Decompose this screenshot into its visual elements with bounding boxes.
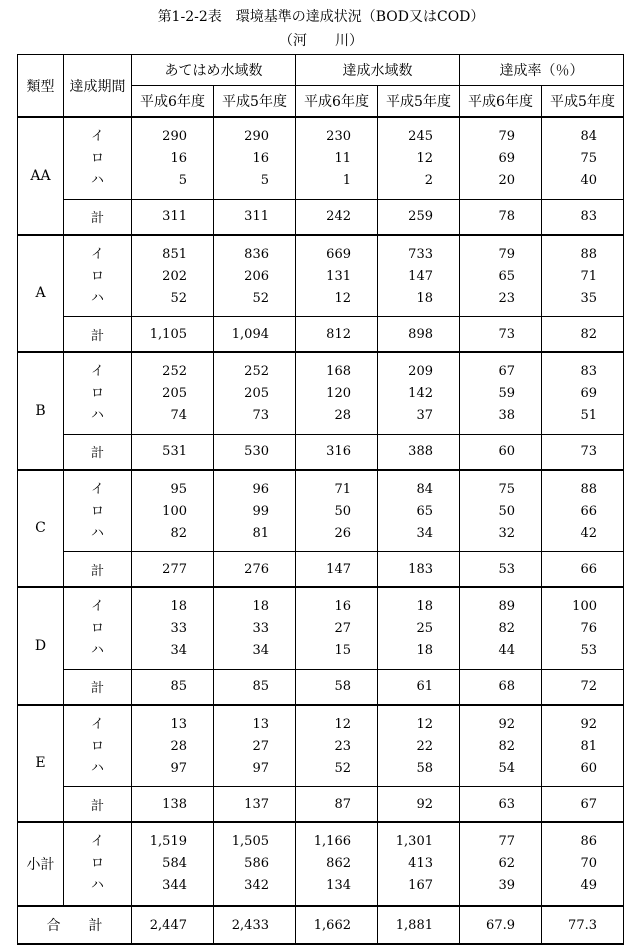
- sum-value: 61: [378, 669, 460, 705]
- value-cell: [214, 117, 296, 199]
- value: 38: [498, 408, 515, 423]
- value-cell: [460, 117, 542, 199]
- value: 50: [498, 503, 515, 519]
- value: 168: [326, 364, 351, 379]
- value: 79: [498, 129, 515, 144]
- type-cell: C: [18, 470, 64, 588]
- sum-value: 85: [132, 669, 214, 705]
- value: 86: [580, 834, 597, 849]
- period-label: ロ: [90, 738, 104, 754]
- period-cell: [64, 822, 132, 906]
- value-cell: [460, 352, 542, 434]
- value: 18: [416, 643, 433, 658]
- value: 73: [252, 408, 269, 423]
- value: 54: [498, 760, 515, 776]
- value-cell: [460, 587, 542, 669]
- sum-value: 183: [378, 552, 460, 588]
- value: 252: [162, 364, 187, 379]
- sum-value: 530: [214, 434, 296, 470]
- value: 25: [416, 621, 433, 636]
- value: 92: [498, 716, 515, 732]
- period-cell: [64, 117, 132, 199]
- table-title: 第1-2-2表 環境基準の達成状況（BOD又はCOD）: [157, 9, 485, 25]
- period-label: ハ: [90, 878, 104, 893]
- group-row: [18, 822, 624, 906]
- value: 18: [416, 599, 433, 614]
- sum-value: 277: [132, 552, 214, 588]
- sum-value: 60: [460, 434, 542, 470]
- value: 71: [334, 481, 351, 497]
- header-designated: あてはめ水域数: [132, 55, 296, 86]
- value: 92: [580, 716, 597, 732]
- sum-value: 276: [214, 552, 296, 588]
- value: 2: [424, 173, 433, 188]
- period-cell: [64, 352, 132, 434]
- value: 1,505: [231, 834, 269, 849]
- group-row: [18, 705, 624, 787]
- sum-value: 1,094: [214, 317, 296, 353]
- value: 52: [170, 290, 187, 306]
- value: 37: [416, 408, 433, 423]
- header-type: 類型: [18, 55, 64, 118]
- period-label: ハ: [90, 290, 104, 306]
- sum-row: [18, 787, 624, 823]
- header-rate: 達成率（％）: [460, 55, 624, 86]
- value: 15: [334, 643, 351, 658]
- sum-value: 92: [378, 787, 460, 823]
- value: 12: [416, 151, 433, 166]
- value: 20: [498, 173, 515, 188]
- sum-row: [18, 317, 624, 353]
- value: 89: [498, 599, 515, 614]
- value: 862: [326, 856, 351, 871]
- value: 82: [498, 738, 515, 754]
- value-cell: [214, 352, 296, 434]
- sum-value: 898: [378, 317, 460, 353]
- value-cell: [378, 587, 460, 669]
- value: 33: [170, 621, 187, 636]
- value: 413: [408, 856, 433, 871]
- value: 76: [580, 621, 597, 636]
- header-year: 平成5年度: [378, 86, 460, 118]
- value: 88: [580, 481, 597, 497]
- sum-value: 73: [460, 317, 542, 353]
- value-cell: [132, 705, 214, 787]
- sum-value: 242: [296, 199, 378, 235]
- value-cell: [214, 470, 296, 552]
- value: 22: [416, 738, 433, 754]
- value: 83: [580, 364, 597, 379]
- value: 34: [416, 525, 433, 541]
- total-value: 1,881: [378, 906, 460, 944]
- sum-value: 812: [296, 317, 378, 353]
- value: 67: [498, 364, 515, 379]
- value: 77: [498, 834, 515, 849]
- value: 12: [334, 290, 351, 306]
- value-cell: [296, 470, 378, 552]
- achievement-table: [17, 54, 624, 945]
- value: 252: [244, 364, 269, 379]
- value: 82: [498, 621, 515, 636]
- type-cell: 小計: [18, 822, 64, 906]
- value-cell: [214, 822, 296, 906]
- sum-value: 73: [542, 434, 624, 470]
- value: 16: [334, 599, 351, 614]
- value: 52: [252, 290, 269, 306]
- sum-value: 85: [214, 669, 296, 705]
- value: 97: [252, 760, 269, 776]
- value-cell: [378, 352, 460, 434]
- value-cell: [378, 117, 460, 199]
- table-subtitle: （河 川）: [279, 33, 363, 49]
- period-cell: [64, 705, 132, 787]
- sum-value: 67: [542, 787, 624, 823]
- period-label: ロ: [90, 503, 104, 519]
- value: 18: [252, 599, 269, 614]
- sum-label: 計: [64, 787, 132, 823]
- value: 131: [326, 268, 351, 284]
- value: 75: [498, 481, 515, 497]
- value: 344: [162, 878, 187, 893]
- sum-value: 63: [460, 787, 542, 823]
- period-cell: [64, 235, 132, 317]
- value: 34: [170, 643, 187, 658]
- sum-row: [18, 552, 624, 588]
- value: 84: [580, 129, 597, 144]
- value-cell: [378, 235, 460, 317]
- value: 84: [416, 481, 433, 497]
- value-cell: [132, 470, 214, 552]
- value: 95: [170, 481, 187, 497]
- value: 13: [170, 716, 187, 732]
- sum-value: 531: [132, 434, 214, 470]
- value-cell: [378, 470, 460, 552]
- value: 290: [162, 129, 187, 144]
- header-year: 平成5年度: [542, 86, 624, 118]
- period-label: ハ: [90, 760, 104, 776]
- period-cell: [64, 470, 132, 552]
- sum-label: 計: [64, 552, 132, 588]
- sum-value: 66: [542, 552, 624, 588]
- period-label: イ: [90, 599, 104, 614]
- value: 44: [498, 643, 515, 658]
- sum-label: 計: [64, 669, 132, 705]
- value: 209: [408, 364, 433, 379]
- value: 39: [498, 878, 515, 893]
- value-cell: [296, 587, 378, 669]
- value: 88: [580, 246, 597, 262]
- value: 74: [170, 408, 187, 423]
- value-cell: [214, 587, 296, 669]
- value: 342: [244, 878, 269, 893]
- period-label: ロ: [90, 268, 104, 284]
- value: 290: [244, 129, 269, 144]
- sum-value: 82: [542, 317, 624, 353]
- value-cell: [460, 470, 542, 552]
- value-cell: [296, 235, 378, 317]
- type-cell: AA: [18, 117, 64, 235]
- value-cell: [542, 352, 624, 434]
- total-value: 67.9: [460, 906, 542, 944]
- type-cell: A: [18, 235, 64, 353]
- value-cell: [214, 235, 296, 317]
- sum-value: 388: [378, 434, 460, 470]
- value: 71: [580, 268, 597, 284]
- sum-label: 計: [64, 434, 132, 470]
- period-cell: [64, 587, 132, 669]
- sum-value: 58: [296, 669, 378, 705]
- sum-row: [18, 669, 624, 705]
- value: 70: [580, 856, 597, 871]
- value: 584: [162, 856, 187, 871]
- value-cell: [132, 352, 214, 434]
- value-cell: [296, 352, 378, 434]
- value: 245: [408, 129, 433, 144]
- value: 81: [580, 738, 597, 754]
- total-label: 合 計: [18, 906, 132, 944]
- header-period: 達成期間: [64, 55, 132, 118]
- table-body: [18, 117, 624, 944]
- period-label: イ: [90, 716, 104, 732]
- sum-row: [18, 434, 624, 470]
- value: 230: [326, 129, 351, 144]
- value: 32: [498, 525, 515, 541]
- value: 733: [408, 246, 433, 262]
- group-row: [18, 352, 624, 434]
- value-cell: [296, 705, 378, 787]
- value: 53: [580, 643, 597, 658]
- value: 100: [572, 599, 597, 614]
- value: 75: [580, 151, 597, 166]
- value-cell: [132, 117, 214, 199]
- value: 33: [252, 621, 269, 636]
- value: 26: [334, 525, 351, 541]
- sum-label: 計: [64, 317, 132, 353]
- value: 52: [334, 760, 351, 776]
- value: 96: [252, 481, 269, 497]
- value-cell: [296, 117, 378, 199]
- value: 42: [580, 525, 597, 541]
- sum-value: 311: [214, 199, 296, 235]
- header-year: 平成6年度: [132, 86, 214, 118]
- value: 51: [580, 408, 597, 423]
- sum-value: 147: [296, 552, 378, 588]
- total-value: 1,662: [296, 906, 378, 944]
- value: 142: [408, 386, 433, 401]
- value: 836: [244, 246, 269, 262]
- value: 205: [162, 386, 187, 401]
- value: 23: [334, 738, 351, 754]
- value: 58: [416, 760, 433, 776]
- group-row: [18, 235, 624, 317]
- value-cell: [378, 822, 460, 906]
- value: 13: [252, 716, 269, 732]
- value-cell: [296, 822, 378, 906]
- sum-label: 計: [64, 199, 132, 235]
- group-row: [18, 117, 624, 199]
- value-cell: [542, 117, 624, 199]
- value: 66: [580, 503, 597, 519]
- value: 27: [252, 738, 269, 754]
- value: 82: [170, 525, 187, 541]
- value: 59: [498, 386, 515, 401]
- sum-value: 1,105: [132, 317, 214, 353]
- value: 5: [260, 173, 269, 188]
- value: 120: [326, 386, 351, 401]
- sum-value: 316: [296, 434, 378, 470]
- value-cell: [542, 235, 624, 317]
- sum-value: 53: [460, 552, 542, 588]
- value: 586: [244, 856, 269, 871]
- value: 27: [334, 621, 351, 636]
- value: 18: [170, 599, 187, 614]
- value: 81: [252, 525, 269, 541]
- value: 12: [416, 716, 433, 732]
- value: 50: [334, 503, 351, 519]
- value: 60: [580, 760, 597, 776]
- value: 5: [178, 173, 187, 188]
- value: 12: [334, 716, 351, 732]
- header-year: 平成6年度: [460, 86, 542, 118]
- value: 28: [334, 408, 351, 423]
- value: 1,301: [395, 834, 433, 849]
- value: 134: [326, 878, 351, 893]
- value-cell: [460, 822, 542, 906]
- value: 202: [162, 268, 187, 284]
- header-achieved: 達成水域数: [296, 55, 460, 86]
- value: 65: [416, 503, 433, 519]
- period-label: ロ: [90, 856, 104, 871]
- total-row: [18, 906, 624, 944]
- period-label: ハ: [90, 173, 104, 188]
- sum-value: 78: [460, 199, 542, 235]
- value: 1,519: [149, 834, 187, 849]
- sum-value: 311: [132, 199, 214, 235]
- value-cell: [132, 822, 214, 906]
- value: 100: [162, 503, 187, 519]
- sum-value: 87: [296, 787, 378, 823]
- type-cell: B: [18, 352, 64, 470]
- value: 40: [580, 173, 597, 188]
- value: 18: [416, 290, 433, 306]
- type-cell: E: [18, 705, 64, 823]
- value: 1,166: [313, 834, 351, 849]
- period-label: イ: [90, 364, 104, 379]
- value-cell: [132, 587, 214, 669]
- sum-value: 259: [378, 199, 460, 235]
- value: 205: [244, 386, 269, 401]
- value-cell: [542, 822, 624, 906]
- group-row: [18, 470, 624, 552]
- value: 97: [170, 760, 187, 776]
- total-value: 2,433: [214, 906, 296, 944]
- sum-value: 72: [542, 669, 624, 705]
- sum-value: 68: [460, 669, 542, 705]
- period-label: イ: [90, 246, 104, 262]
- value: 35: [580, 290, 597, 306]
- value: 49: [580, 878, 597, 893]
- value: 1: [342, 173, 351, 188]
- total-value: 77.3: [542, 906, 624, 944]
- value: 79: [498, 246, 515, 262]
- value-cell: [460, 235, 542, 317]
- value-cell: [542, 705, 624, 787]
- header-year: 平成5年度: [214, 86, 296, 118]
- value: 34: [252, 643, 269, 658]
- value-cell: [460, 705, 542, 787]
- header-year: 平成6年度: [296, 86, 378, 118]
- value-cell: [214, 705, 296, 787]
- value: 669: [326, 246, 351, 262]
- period-label: ロ: [90, 621, 104, 636]
- value: 69: [498, 151, 515, 166]
- sum-value: 138: [132, 787, 214, 823]
- value: 99: [252, 503, 269, 519]
- value: 11: [334, 151, 351, 166]
- value: 167: [408, 878, 433, 893]
- period-label: ハ: [90, 408, 104, 423]
- period-label: ロ: [90, 151, 104, 166]
- value: 65: [498, 268, 515, 284]
- sum-row: [18, 199, 624, 235]
- value: 16: [252, 151, 269, 166]
- value-cell: [542, 470, 624, 552]
- period-label: イ: [90, 834, 104, 849]
- value: 62: [498, 856, 515, 871]
- period-label: ハ: [90, 643, 104, 658]
- period-label: イ: [90, 129, 104, 144]
- period-label: ロ: [90, 386, 104, 401]
- value: 206: [244, 268, 269, 284]
- value: 28: [170, 738, 187, 754]
- value-cell: [542, 587, 624, 669]
- value: 147: [408, 268, 433, 284]
- period-label: ハ: [90, 525, 104, 541]
- sum-value: 137: [214, 787, 296, 823]
- value: 69: [580, 386, 597, 401]
- value-cell: [132, 235, 214, 317]
- period-label: イ: [90, 481, 104, 497]
- value: 23: [498, 290, 515, 306]
- value: 851: [162, 246, 187, 262]
- value: 16: [170, 151, 187, 166]
- value-cell: [378, 705, 460, 787]
- type-cell: D: [18, 587, 64, 705]
- sum-value: 83: [542, 199, 624, 235]
- total-value: 2,447: [132, 906, 214, 944]
- group-row: [18, 587, 624, 669]
